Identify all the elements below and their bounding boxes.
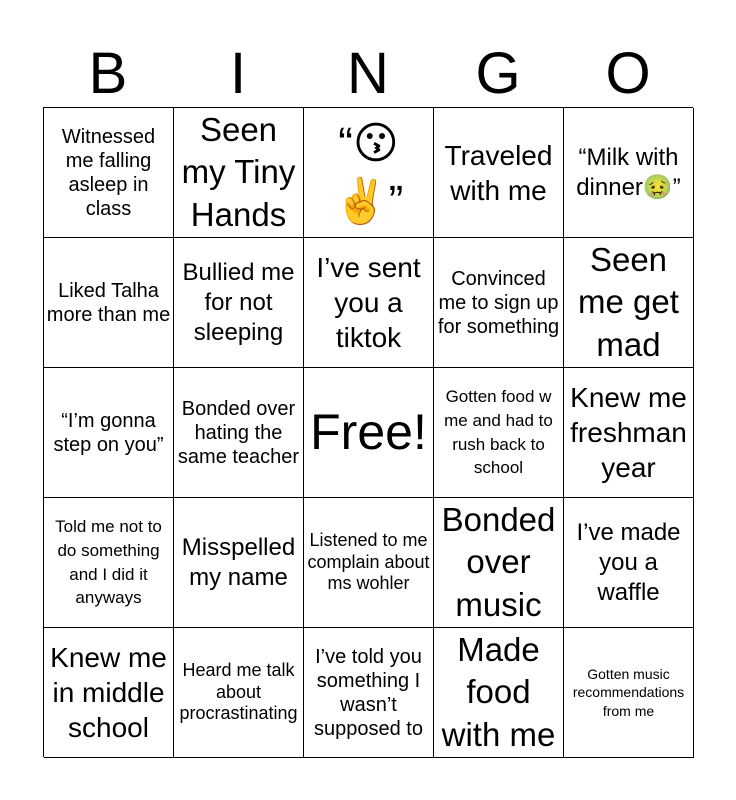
bingo-cell[interactable] (44, 108, 174, 238)
cell-text: Bonded over hating the same teacher (177, 397, 300, 468)
cell-text: I’ve made you a waffle (576, 518, 681, 606)
bingo-cell[interactable] (434, 498, 564, 628)
bingo-cell[interactable] (564, 238, 694, 368)
bingo-cell[interactable] (434, 368, 564, 498)
cell-text: Made food with me (441, 631, 556, 753)
header-letter-g: G (475, 41, 521, 106)
cell-text: Heard me talk about procrastinating (179, 660, 298, 724)
header-letter-n: N (347, 41, 389, 106)
bingo-cell[interactable] (434, 238, 564, 368)
bingo-cell[interactable] (434, 628, 564, 758)
header-letter-o: O (605, 41, 651, 106)
bingo-header (43, 40, 693, 108)
cell-text: Liked Talha more than me (46, 279, 171, 326)
bingo-cell[interactable] (174, 108, 304, 238)
cell-text: Knew me freshman year (570, 382, 687, 483)
bingo-cell[interactable] (564, 498, 694, 628)
header-letter-b: B (88, 41, 128, 106)
bingo-cell[interactable] (44, 628, 174, 758)
bingo-cell[interactable] (564, 368, 694, 498)
bingo-cell[interactable] (434, 108, 564, 238)
bingo-board (43, 107, 693, 757)
bingo-cell[interactable] (304, 238, 434, 368)
cell-text: Bonded over music (441, 501, 556, 623)
cell-text: I’ve told you something I wasn’t supposed to (314, 645, 423, 740)
cell-text: Gotten music recommendations from me (572, 666, 685, 719)
bingo-cell[interactable] (304, 628, 434, 758)
cell-text: Convinced me to sign up for something (437, 267, 560, 338)
cell-text: Seen my Tiny Hands (181, 111, 296, 233)
cell-text: “😗✌️” (333, 119, 404, 226)
cell-text: Listened to me complain about ms wohler (307, 530, 430, 594)
bingo-cell[interactable] (564, 108, 694, 238)
bingo-cell[interactable] (44, 368, 174, 498)
bingo-cell[interactable] (174, 238, 304, 368)
cell-text: Knew me in middle school (50, 642, 167, 743)
free-space-text: Free! (310, 404, 427, 461)
cell-text: Seen me get mad (578, 241, 679, 363)
cell-text: Traveled with me (444, 139, 553, 206)
cell-text: Misspelled my name (181, 533, 296, 591)
cell-text: Witnessed me falling asleep in class (61, 125, 156, 220)
cell-text: Told me not to do something and I did it anyways (55, 516, 162, 608)
header-letter-i: I (229, 41, 247, 106)
cell-text: I’ve sent you a tiktok (316, 252, 421, 353)
bingo-cell[interactable] (304, 498, 434, 628)
bingo-cell[interactable] (564, 628, 694, 758)
cell-text: “Milk with dinner🤢” (576, 143, 681, 201)
bingo-cell[interactable] (44, 238, 174, 368)
bingo-cell[interactable] (174, 368, 304, 498)
bingo-cell[interactable] (174, 498, 304, 628)
bingo-cell[interactable] (44, 498, 174, 628)
cell-text: “I’m gonna step on you” (53, 409, 164, 456)
bingo-cell[interactable] (304, 108, 434, 238)
cell-text: Bullied me for not sleeping (182, 258, 295, 346)
cell-text: Gotten food w me and had to rush back to school (444, 386, 553, 478)
free-space-cell[interactable] (304, 368, 434, 498)
bingo-cell[interactable] (174, 628, 304, 758)
